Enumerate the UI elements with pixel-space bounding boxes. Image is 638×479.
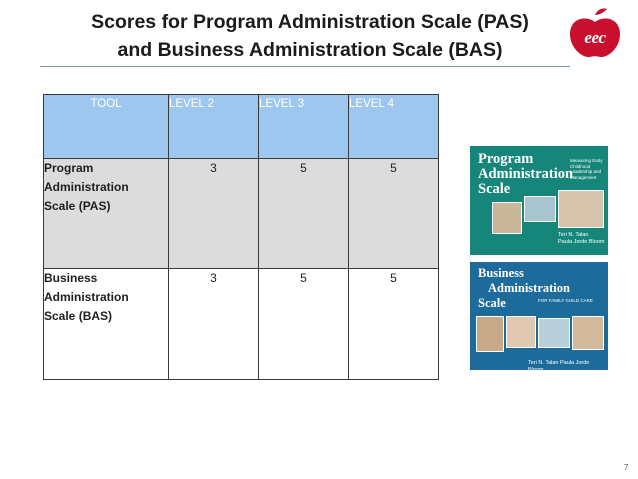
header-level-2: LEVEL 2 <box>169 95 259 159</box>
cover-photo <box>506 316 536 348</box>
cover-photo <box>524 196 556 222</box>
header-level-4: LEVEL 4 <box>349 95 439 159</box>
book-subtitle: FOR FAMILY CHILD CARE <box>538 298 593 303</box>
book-author: Teri N. Talan Paula Jorde Bloom <box>528 360 590 370</box>
pas-level-2: 3 <box>169 159 259 268</box>
book-title <box>478 266 606 311</box>
cover-photo <box>476 316 504 352</box>
pas-level-3: 5 <box>259 159 349 268</box>
bas-level-4: 5 <box>349 268 439 379</box>
book-authors <box>558 232 606 245</box>
tool-name-line: Scale (PAS) <box>44 199 111 214</box>
cover-photo <box>558 190 604 228</box>
book-title-line: Program <box>478 151 534 167</box>
page-number: 7 <box>624 463 629 472</box>
slide-title-line-1: Scores for Program Administration Scale (PAS) <box>91 11 529 33</box>
pas-book-cover <box>470 146 608 255</box>
tool-name-line: Business <box>44 270 98 285</box>
book-authors <box>528 360 598 370</box>
bas-book-cover <box>470 262 608 370</box>
tool-name-bas <box>44 268 169 379</box>
book-subtitle: Measuring Early Childhood Leadership and Management <box>570 158 603 180</box>
book-title-line: Administration <box>478 166 574 182</box>
tool-name-line: Administration <box>44 289 129 304</box>
tool-name-line: Program <box>44 161 94 176</box>
bas-level-2: 3 <box>169 268 259 379</box>
pas-level-4: 5 <box>349 159 439 268</box>
tool-name-line: Administration <box>44 180 129 195</box>
book-title-line: Business <box>478 266 524 280</box>
cover-photo <box>492 202 522 234</box>
table-row-bas <box>44 268 439 379</box>
book-title-line: Scale <box>478 296 506 310</box>
header-tool: TOOL <box>44 95 169 159</box>
book-author: Teri N. Talan <box>558 232 589 238</box>
leaf-icon <box>594 8 608 16</box>
table-header-row <box>44 95 439 159</box>
logo-text: eec <box>584 28 606 47</box>
tool-name-pas <box>44 159 169 268</box>
title-divider <box>40 66 570 67</box>
cover-photo <box>572 316 604 350</box>
book-author: Paula Jorde Bloom <box>558 238 605 245</box>
bas-level-3: 5 <box>259 268 349 379</box>
book-title-line: Administration <box>488 281 570 295</box>
scores-table <box>43 94 439 380</box>
slide-title <box>40 8 580 64</box>
book-title-line: Scale <box>478 181 511 197</box>
eec-logo <box>566 8 624 64</box>
header-level-3: LEVEL 3 <box>259 95 349 159</box>
slide-title-line-2: and Business Administration Scale (BAS) <box>117 39 503 61</box>
tool-name-line: Scale (BAS) <box>44 308 113 323</box>
cover-photo <box>538 318 570 348</box>
table-row-pas <box>44 159 439 268</box>
